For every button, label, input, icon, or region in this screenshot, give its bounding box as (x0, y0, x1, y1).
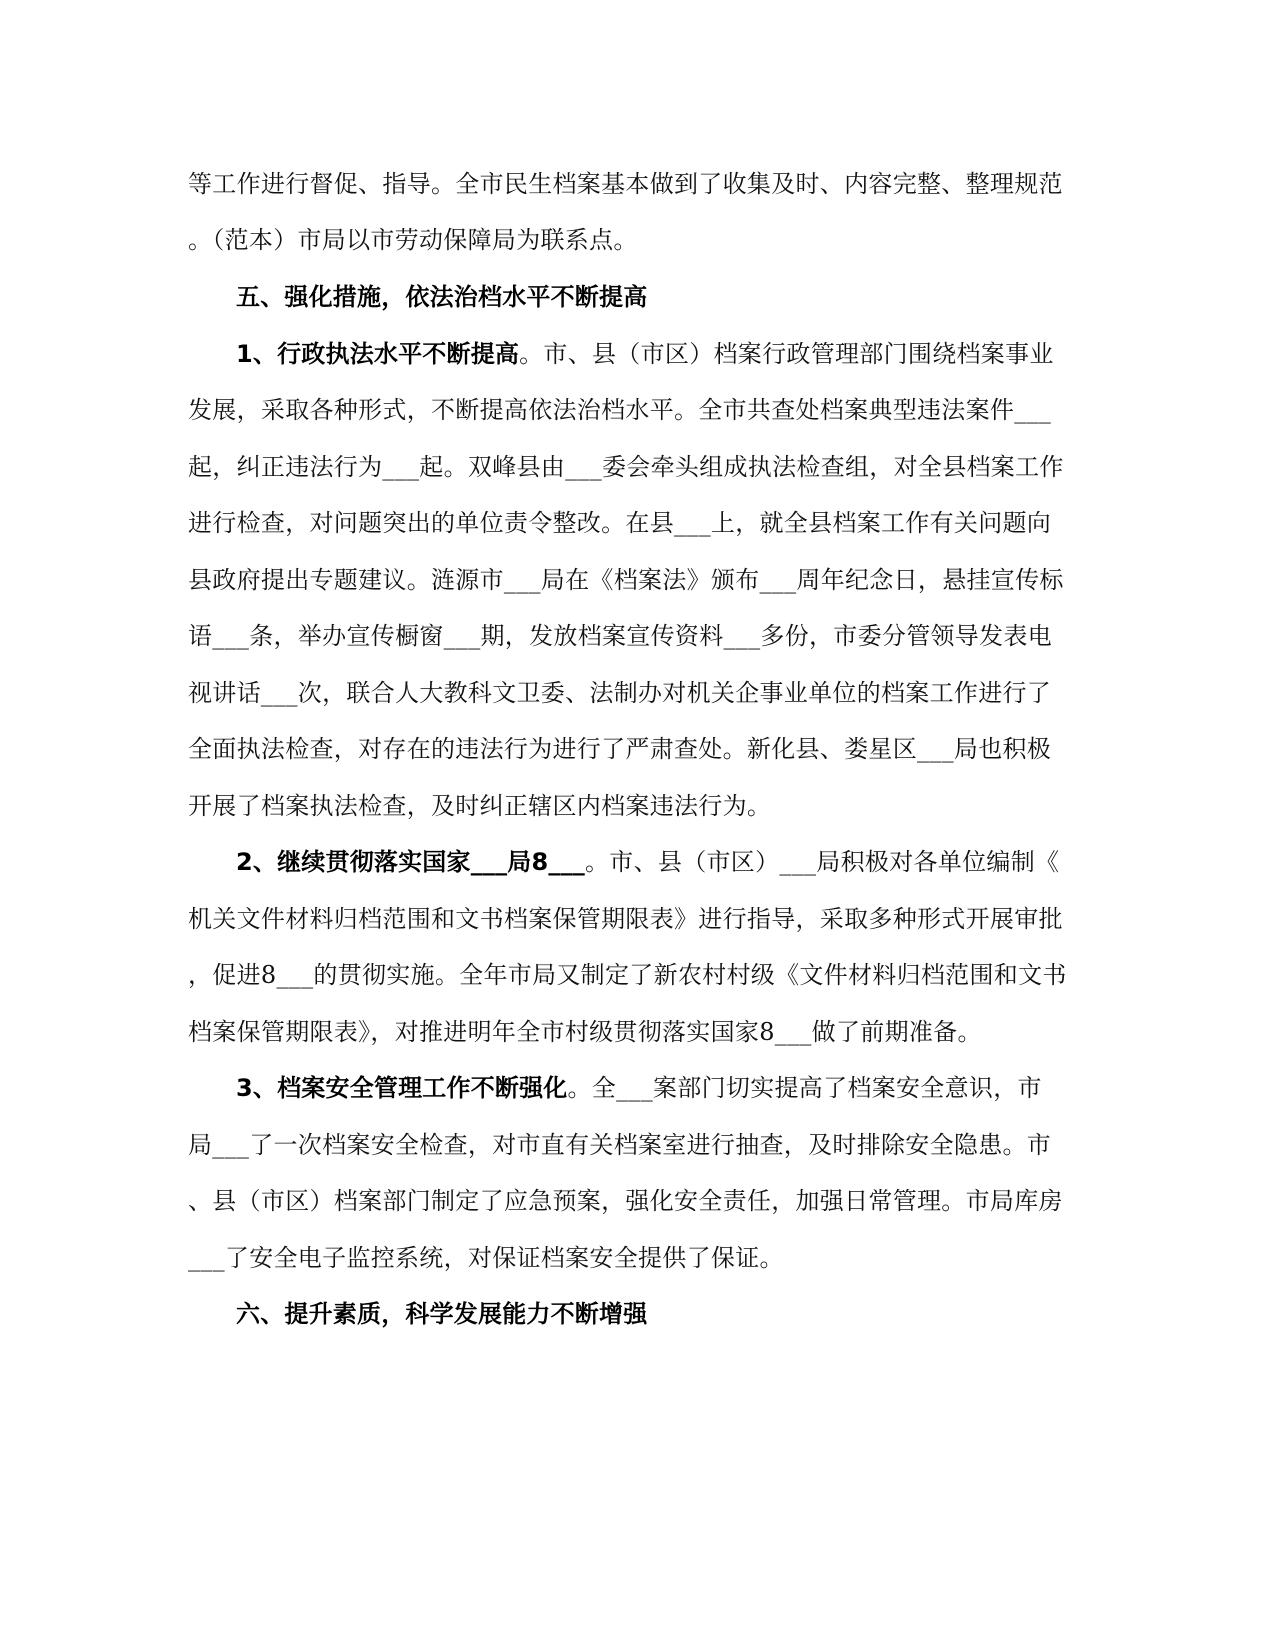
paragraph-text: 。市、县（市区）___局积极对各单位编制《 (585, 848, 1060, 876)
paragraph-line: 起，纠正违法行为___起。双峰县由___委会牵头组成执法检查组，对全县档案工作 (188, 453, 1064, 481)
paragraph-line (236, 1068, 1136, 1108)
subheading-3: 3、档案安全管理工作不断强化 (236, 1074, 568, 1102)
paragraph-line: 。（范本）市局以市劳动保障局为联系点。 (188, 226, 638, 254)
paragraph-line (236, 334, 1136, 374)
paragraph-line (236, 842, 1136, 882)
paragraph-line: ___了安全电子监控系统，对保证档案安全提供了保证。 (188, 1244, 784, 1272)
paragraph-line: 进行检查，对问题突出的单位责令整改。在县___上，就全县档案工作有关问题向 (188, 509, 1052, 537)
paragraph-line: 全面执法检查，对存在的违法行为进行了严肃查处。新化县、娄星区___局也积极 (188, 735, 1052, 763)
paragraph-line: 语___条，举办宣传橱窗___期，发放档案宣传资料___多份，市委分管领导发表电 (188, 622, 1052, 650)
paragraph-line: 局___了一次档案安全检查，对市直有关档案室进行抽查，及时排除安全隐患。市 (188, 1131, 1052, 1159)
paragraph-text: 。全___案部门切实提高了档案安全意识，市 (567, 1074, 1042, 1102)
section-heading-5: 五、强化措施，依法治档水平不断提高 (236, 283, 648, 311)
paragraph-line: 县政府提出专题建议。涟源市___局在《档案法》颁布___周年纪念日，悬挂宣传标 (188, 566, 1064, 594)
paragraph-line: 档案保管期限表》，对推进明年全市村级贯彻落实国家8___做了前期准备。 (188, 1018, 982, 1046)
paragraph-line: 视讲话___次，联合人大教科文卫委、法制办对机关企事业单位的档案工作进行了 (188, 679, 1052, 707)
subheading-2: 2、继续贯彻落实国家___局8___ (236, 848, 585, 876)
paragraph-line: 开展了档案执法检查，及时纠正辖区内档案违法行为。 (188, 792, 772, 820)
paragraph-line: ，促进8___的贯彻实施。全年市局又制定了新农村村级《文件材料归档范围和文书 (188, 961, 1067, 989)
section-heading-6: 六、提升素质，科学发展能力不断增强 (236, 1300, 648, 1328)
paragraph-line: 机关文件材料归档范围和文书档案保管期限表》进行指导，采取多种形式开展审批 (188, 905, 1063, 933)
paragraph-text: 。市、县（市区）档案行政管理部门围绕档案事业 (519, 340, 1054, 368)
paragraph-line: 等工作进行督促、指导。全市民生档案基本做到了收集及时、内容完整、整理规范 (188, 170, 1063, 198)
paragraph-line: 发展，采取各种形式，不断提高依法治档水平。全市共查处档案典型违法案件___ (188, 396, 1052, 424)
paragraph-line: 、县（市区）档案部门制定了应急预案，强化安全责任，加强日常管理。市局库房 (188, 1187, 1063, 1215)
subheading-1: 1、行政执法水平不断提高 (236, 340, 520, 368)
